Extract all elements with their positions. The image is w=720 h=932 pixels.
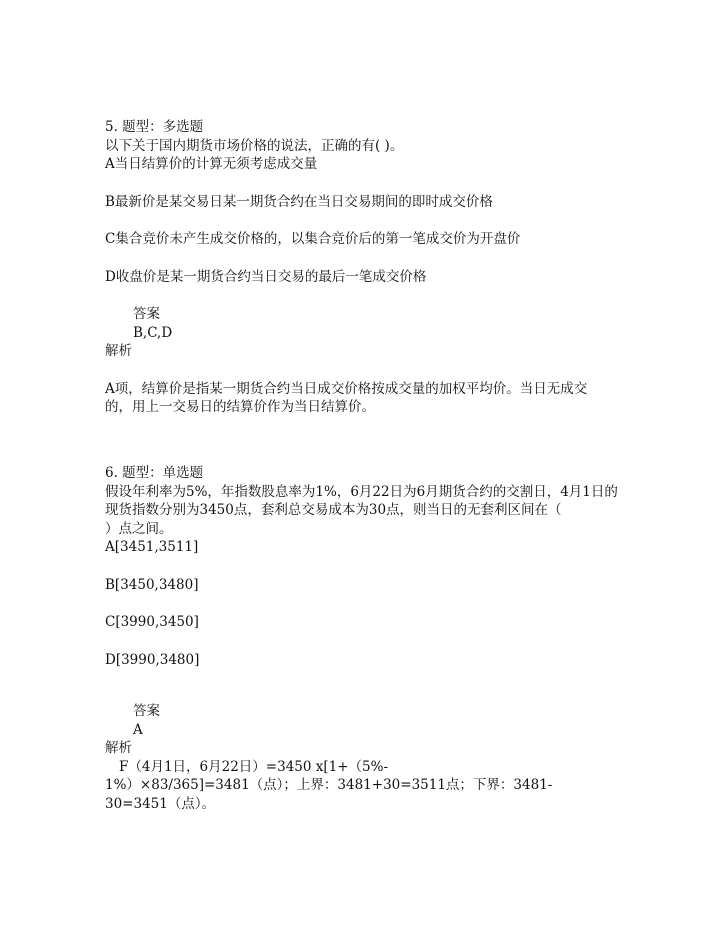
question-5-analysis-line-2: 的，用上一交易日的结算价作为当日结算价。 [105, 399, 375, 415]
question-6-option-d: D[3990,3480] [105, 651, 200, 668]
question-5-analysis-label: 解析 [105, 343, 132, 359]
question-6 [105, 464, 625, 813]
question-6-option-b: B[3450,3480] [105, 576, 199, 593]
question-5-stem: 以下关于国内期货市场价格的说法，正确的有( )。 [105, 137, 404, 154]
question-6-analysis-line-2: 1%）×83/365]=3481（点）；上界：3481+30=3511点；下界：3481- [105, 777, 553, 793]
question-5-option-c: C集合竞价未产生成交价格的，以集合竞价后的第一笔成交价为开盘价 [105, 231, 521, 247]
question-5-analysis-line-1: A项，结算价是指某一期货合约当日成交价格按成交量的加权平均价。当日无成交 [105, 380, 588, 397]
question-6-stem-line-1: 假设年利率为5%，年指数股息率为1%，6月22日为6月期货合约的交割日，4月1日的 [105, 483, 618, 500]
question-5-option-b: B最新价是某交易日某一期货合约在当日交易期间的即时成交价格 [105, 193, 493, 210]
question-6-stem-line-3: ）点之间。 [105, 520, 173, 537]
question-5-option-a: A当日结算价的计算无须考虑成交量 [105, 156, 318, 172]
question-5 [105, 118, 625, 417]
question-5-answer-label: 答案 [133, 306, 160, 322]
question-6-header: 6. 题型：单选题 [105, 465, 204, 481]
question-6-analysis-line-3: 30=3451（点）。 [105, 795, 216, 812]
document-page [105, 118, 625, 812]
question-5-option-d: D收盘价是某一期货合约当日交易的最后一笔成交价格 [105, 268, 427, 285]
question-6-analysis-label: 解析 [105, 740, 132, 756]
question-5-answer-value: B,C,D [133, 324, 173, 341]
question-6-stem-line-2: 现货指数分别为3450点，套利总交易成本为30点，则当日的无套利区间在（ [105, 502, 562, 518]
question-6-answer-label: 答案 [133, 703, 160, 719]
question-6-answer-value: A [133, 721, 143, 738]
question-6-analysis-line-1: F（4月1日，6月22日）=3450 x[1+（5%- [119, 758, 389, 775]
question-6-option-c: C[3990,3450] [105, 614, 199, 630]
question-6-option-a: A[3451,3511] [105, 539, 199, 555]
question-5-header: 5. 题型：多选题 [105, 119, 204, 135]
